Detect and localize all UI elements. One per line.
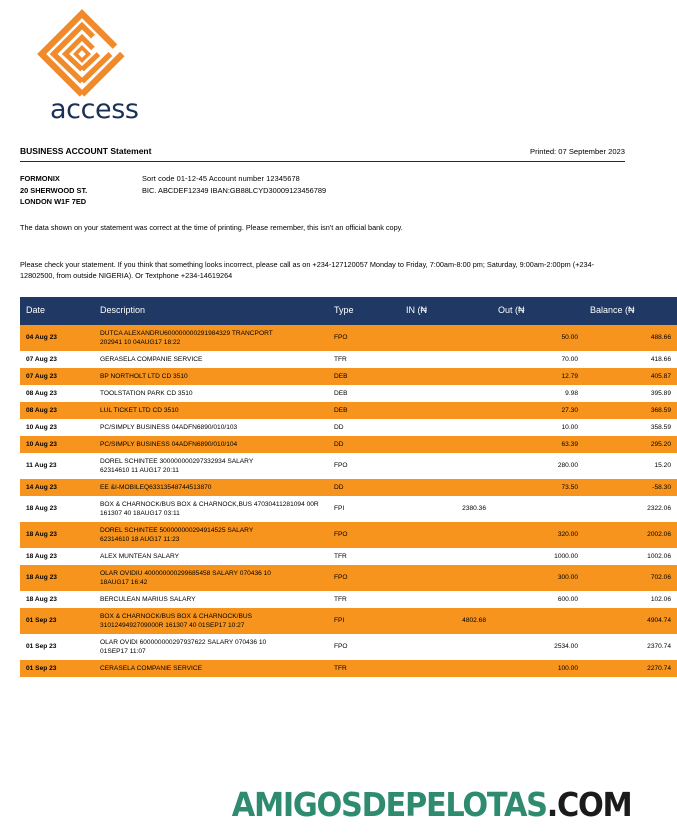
table-row[interactable] bbox=[20, 436, 677, 453]
cell-out: 1000.00 bbox=[492, 548, 584, 565]
cell-date: 18 Aug 23 bbox=[20, 496, 94, 522]
cell-date: 07 Aug 23 bbox=[20, 351, 94, 368]
cell-description bbox=[94, 325, 328, 351]
address-line-1: 20 SHERWOOD ST. bbox=[20, 185, 88, 195]
cell-date: 10 Aug 23 bbox=[20, 419, 94, 436]
description-line-1: DOREL SCHINTEE 300000000297332934 SALARY bbox=[100, 457, 254, 465]
cell-type: DEB bbox=[328, 402, 400, 419]
column-header-in[interactable]: IN (₦ bbox=[400, 297, 492, 325]
cell-balance: 4904.74 bbox=[584, 608, 677, 634]
cell-balance: 405.87 bbox=[584, 368, 677, 385]
cell-balance: -58.30 bbox=[584, 479, 677, 496]
description-line-1: CERASELA COMPANIE SERVICE bbox=[100, 664, 202, 672]
column-header-date[interactable]: Date bbox=[20, 297, 94, 325]
cell-date: 18 Aug 23 bbox=[20, 548, 94, 565]
cell-description bbox=[94, 522, 328, 548]
header-divider bbox=[20, 161, 625, 162]
description-line-2: 62314610 11 AUG17 20:11 bbox=[100, 466, 179, 474]
cell-description bbox=[94, 479, 328, 496]
table-row[interactable] bbox=[20, 479, 677, 496]
cell-type: FPI bbox=[328, 496, 400, 522]
cell-in bbox=[400, 479, 492, 496]
sort-code-and-account-number: Sort code 01-12-45 Account number 12345678 bbox=[142, 174, 300, 183]
description-line-2: 18AUG17 16:42 bbox=[100, 578, 148, 586]
cell-type: FPO bbox=[328, 453, 400, 479]
cell-in bbox=[400, 565, 492, 591]
account-identifiers bbox=[142, 173, 326, 208]
cell-date: 01 Sep 23 bbox=[20, 634, 94, 660]
account-details bbox=[20, 173, 625, 208]
cell-balance: 368.59 bbox=[584, 402, 677, 419]
access-wordmark: access bbox=[50, 94, 139, 125]
cell-type: DD bbox=[328, 479, 400, 496]
cell-in bbox=[400, 660, 492, 677]
table-row[interactable] bbox=[20, 565, 677, 591]
cell-description bbox=[94, 634, 328, 660]
contact-notice: Please check your statement. If you think that something looks incorrect, please call as on +234-127120057 Monday to Friday, 7:00am-8:00 pm; Saturday, 9:00am-2:00pm (+234-12802500, from outside NIGERIA). Or Textphone +234-14619264 bbox=[20, 259, 595, 280]
cell-date: 18 Aug 23 bbox=[20, 591, 94, 608]
cell-type: DD bbox=[328, 436, 400, 453]
cell-balance: 2002.06 bbox=[584, 522, 677, 548]
table-row[interactable] bbox=[20, 368, 677, 385]
description-line-1: LUL TICKET LTD CD 3510 bbox=[100, 406, 179, 414]
table-row[interactable] bbox=[20, 591, 677, 608]
cell-type: DD bbox=[328, 419, 400, 436]
cell-out: 70.00 bbox=[492, 351, 584, 368]
cell-description bbox=[94, 591, 328, 608]
cell-type: TFR bbox=[328, 591, 400, 608]
cell-date: 01 Sep 23 bbox=[20, 608, 94, 634]
description-line-1: OLAR OVIDI 600000000297937622 SALARY 070436 10 bbox=[100, 638, 267, 646]
cell-in bbox=[400, 436, 492, 453]
cell-date: 01 Sep 23 bbox=[20, 660, 94, 677]
description-line-1: BERCULEAN MARIUS SALARY bbox=[100, 595, 196, 603]
cell-out: 50.00 bbox=[492, 325, 584, 351]
cell-in bbox=[400, 402, 492, 419]
cell-balance: 15.20 bbox=[584, 453, 677, 479]
cell-out: 320.00 bbox=[492, 522, 584, 548]
cell-in bbox=[400, 522, 492, 548]
cell-out: 600.00 bbox=[492, 591, 584, 608]
cell-in bbox=[400, 591, 492, 608]
statement-title-row bbox=[20, 146, 625, 156]
cell-type: FPI bbox=[328, 608, 400, 634]
description-line-1: GERASELA COMPANIE SERVICE bbox=[100, 355, 203, 363]
table-row[interactable] bbox=[20, 419, 677, 436]
cell-out: 63.39 bbox=[492, 436, 584, 453]
table-row[interactable] bbox=[20, 522, 677, 548]
cell-in bbox=[400, 385, 492, 402]
description-line-2: 01SEP17 11:07 bbox=[100, 647, 146, 655]
column-header-type[interactable]: Type bbox=[328, 297, 400, 325]
watermark bbox=[231, 785, 631, 824]
cell-balance: 2270.74 bbox=[584, 660, 677, 677]
address-line-2: LONDON W1F 7ED bbox=[20, 197, 87, 206]
bic-and-iban: BIC. ABCDEF12349 IBAN:GB88LCYD30009123456789 bbox=[142, 185, 327, 195]
cell-date: 08 Aug 23 bbox=[20, 402, 94, 419]
cell-description bbox=[94, 351, 328, 368]
description-line-1: OLAR OVIDIU 400000000299685458 SALARY 070436 10 bbox=[100, 569, 271, 577]
cell-out: 300.00 bbox=[492, 565, 584, 591]
cell-out: 27.30 bbox=[492, 402, 584, 419]
description-line-1: ALEX MUNTEAN SALARY bbox=[100, 552, 180, 560]
page-title: BUSINESS ACCOUNT Statement bbox=[20, 146, 152, 156]
access-bank-diamond-logo-icon bbox=[36, 10, 128, 98]
cell-in: 2380.36 bbox=[400, 496, 492, 522]
description-line-1: PC/SIMPLY BUSINESS 04ADFN6890/010/103 bbox=[100, 423, 238, 431]
cell-description bbox=[94, 565, 328, 591]
table-header bbox=[20, 297, 677, 325]
table-row[interactable] bbox=[20, 453, 677, 479]
cell-type: FPO bbox=[328, 325, 400, 351]
description-line-1: DOREL SCHINTEE 500000000294914525 SALARY bbox=[100, 526, 254, 534]
cell-date: 07 Aug 23 bbox=[20, 368, 94, 385]
description-line-1: PC/SIMPLY BUSINESS 04ADFN6890/010/104 bbox=[100, 440, 238, 448]
cell-date: 18 Aug 23 bbox=[20, 522, 94, 548]
cell-out: 280.00 bbox=[492, 453, 584, 479]
cell-in: 4802.68 bbox=[400, 608, 492, 634]
cell-balance: 702.06 bbox=[584, 565, 677, 591]
cell-out: 9.98 bbox=[492, 385, 584, 402]
cell-description bbox=[94, 419, 328, 436]
account-holder-address bbox=[20, 173, 142, 208]
cell-type: DEB bbox=[328, 368, 400, 385]
table-row[interactable] bbox=[20, 385, 677, 402]
cell-type: DEB bbox=[328, 385, 400, 402]
description-line-1: EE &I-MOBILEQ63313548744513870 bbox=[100, 483, 212, 491]
description-line-1: TOOLSTATION PARK CD 3510 bbox=[100, 389, 193, 397]
account-holder-name: FORMONIX bbox=[20, 174, 60, 183]
printing-notice: The data shown on your statement was correct at the time of printing. Please remember, this isn't an official bank copy. bbox=[20, 222, 403, 232]
table-row[interactable] bbox=[20, 496, 677, 522]
cell-out: 10.00 bbox=[492, 419, 584, 436]
column-header-balance[interactable]: Balance (₦ bbox=[584, 297, 677, 325]
description-line-2: 202941 10 04AUG17 18:22 bbox=[100, 338, 181, 346]
cell-type: FPO bbox=[328, 522, 400, 548]
cell-in bbox=[400, 634, 492, 660]
table-body bbox=[20, 325, 677, 677]
cell-type: FPO bbox=[328, 634, 400, 660]
cell-description bbox=[94, 496, 328, 522]
cell-description bbox=[94, 436, 328, 453]
cell-balance: 102.06 bbox=[584, 591, 677, 608]
cell-description bbox=[94, 548, 328, 565]
cell-date: 14 Aug 23 bbox=[20, 479, 94, 496]
cell-in bbox=[400, 368, 492, 385]
cell-date: 10 Aug 23 bbox=[20, 436, 94, 453]
description-line-2: 161307 40 18AUG17 03:11 bbox=[100, 509, 180, 517]
cell-type: TFR bbox=[328, 660, 400, 677]
column-header-out[interactable]: Out (₦ bbox=[492, 297, 584, 325]
watermark-site-name: AMIGOSDEPELOTAS bbox=[231, 785, 547, 824]
cell-out bbox=[492, 496, 584, 522]
cell-balance: 395.89 bbox=[584, 385, 677, 402]
cell-in bbox=[400, 453, 492, 479]
description-line-2: 3101249492709000R 161307 40 01SEP17 10:27 bbox=[100, 621, 245, 629]
description-line-2: 62314610 18 AUG17 11:23 bbox=[100, 535, 180, 543]
transactions-table bbox=[20, 297, 677, 677]
column-header-description[interactable]: Description bbox=[94, 297, 328, 325]
cell-out: 2534.00 bbox=[492, 634, 584, 660]
table-row[interactable] bbox=[20, 548, 677, 565]
description-line-1: DUTCA ALEXANDRU600000000291984329 TRANCPORT bbox=[100, 329, 273, 337]
cell-out: 12.79 bbox=[492, 368, 584, 385]
brand-header bbox=[20, 0, 625, 124]
cell-in bbox=[400, 419, 492, 436]
cell-balance: 1002.06 bbox=[584, 548, 677, 565]
cell-balance: 418.66 bbox=[584, 351, 677, 368]
table-row[interactable] bbox=[20, 402, 677, 419]
description-line-1: BP NORTHOLT LTD CD 3510 bbox=[100, 372, 188, 380]
cell-description bbox=[94, 608, 328, 634]
cell-date: 04 Aug 23 bbox=[20, 325, 94, 351]
printed-date: Printed: 07 September 2023 bbox=[530, 147, 625, 156]
cell-description bbox=[94, 453, 328, 479]
cell-balance: 358.59 bbox=[584, 419, 677, 436]
cell-description bbox=[94, 385, 328, 402]
cell-out bbox=[492, 608, 584, 634]
cell-balance: 295.20 bbox=[584, 436, 677, 453]
cell-description bbox=[94, 660, 328, 677]
cell-in bbox=[400, 548, 492, 565]
table-row[interactable] bbox=[20, 634, 677, 660]
cell-balance: 488.66 bbox=[584, 325, 677, 351]
cell-description bbox=[94, 368, 328, 385]
cell-date: 11 Aug 23 bbox=[20, 453, 94, 479]
table-row[interactable] bbox=[20, 351, 677, 368]
cell-type: FPO bbox=[328, 565, 400, 591]
cell-date: 18 Aug 23 bbox=[20, 565, 94, 591]
cell-out: 100.00 bbox=[492, 660, 584, 677]
description-line-1: BOX & CHARNOCK/BUS BOX & CHARNOCK/BUS bbox=[100, 612, 253, 620]
table-header-row bbox=[20, 297, 677, 325]
cell-in bbox=[400, 325, 492, 351]
cell-date: 08 Aug 23 bbox=[20, 385, 94, 402]
table-row[interactable] bbox=[20, 325, 677, 351]
table-row[interactable] bbox=[20, 660, 677, 677]
cell-type: TFR bbox=[328, 351, 400, 368]
cell-balance: 2322.06 bbox=[584, 496, 677, 522]
watermark-tld: .COM bbox=[546, 785, 631, 824]
cell-description bbox=[94, 402, 328, 419]
cell-out: 73.50 bbox=[492, 479, 584, 496]
cell-in bbox=[400, 351, 492, 368]
description-line-1: BOX & CHARNOCK/BUS BOX & CHARNOCK,BUS 47030411281094 00R bbox=[100, 500, 319, 508]
cell-type: TFR bbox=[328, 548, 400, 565]
table-row[interactable] bbox=[20, 608, 677, 634]
cell-balance: 2370.74 bbox=[584, 634, 677, 660]
